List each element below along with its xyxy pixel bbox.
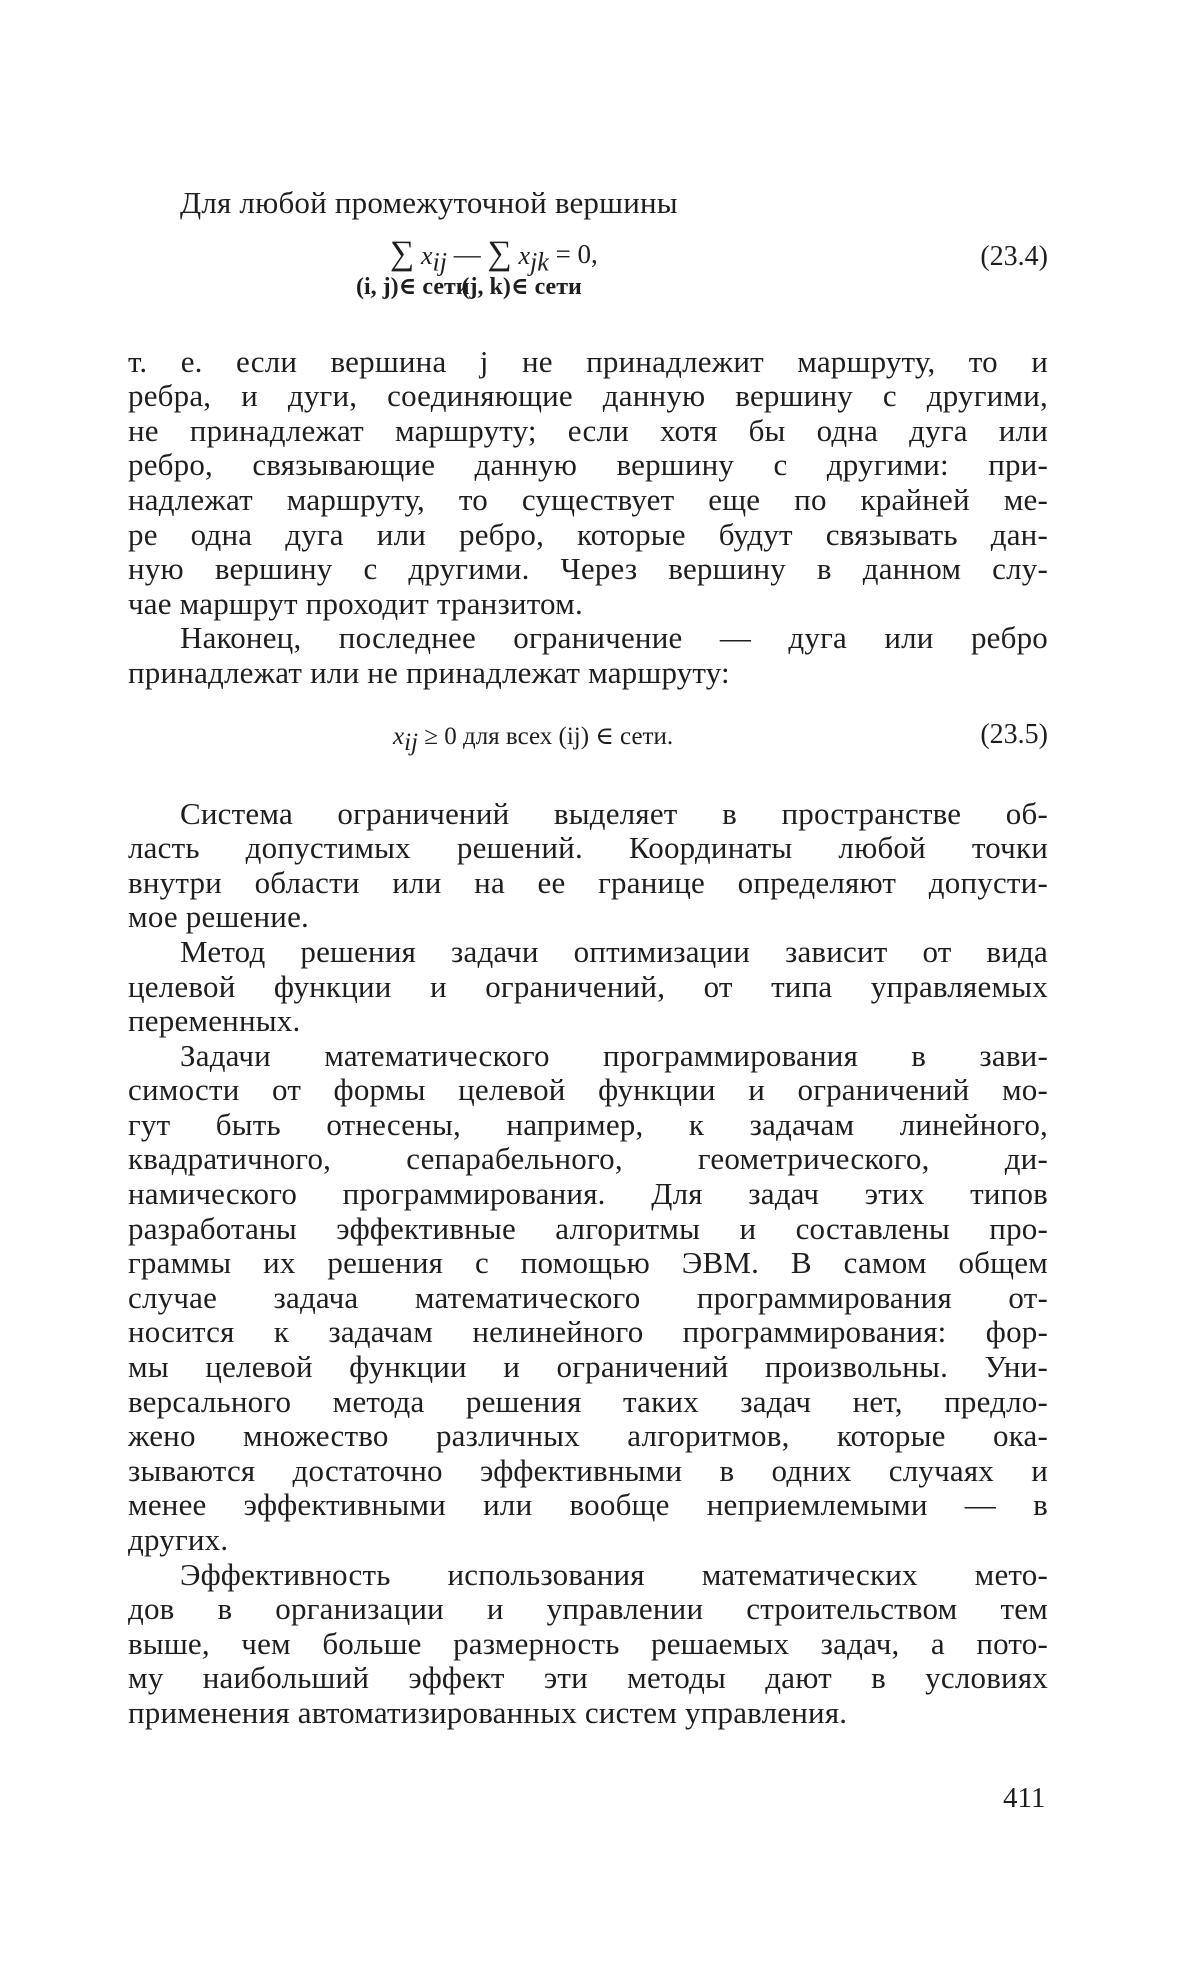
minus-sign: — (453, 238, 488, 269)
paragraph-line: принадлежат или не принадлежат маршруту: (128, 654, 730, 690)
intro-line: Для любой промежуточной вершины (180, 185, 678, 220)
paragraph-line: ре одна дуга или ребро, которые будут связывать дан- (128, 516, 1048, 552)
sigma-symbol-1: ∑ (390, 234, 415, 272)
paragraph-line: мое решение. (128, 899, 309, 935)
paragraph-line: Метод решения задачи оптимизации зависит от вида (180, 933, 1048, 969)
paragraph-line: Система ограничений выделяет в пространстве об- (180, 795, 1048, 831)
paragraph-line: разработаны эффективные алгоритмы и составлены про- (128, 1210, 1048, 1246)
formula-23-5-lhs-sub: ij (404, 728, 419, 756)
paragraph-line: ребро, связывающие данную вершину с другими: при- (128, 447, 1048, 483)
sum-1-under: (i, j)∈ сети (356, 273, 470, 300)
sum-2 (461, 234, 582, 300)
sigma-symbol-2: ∑ (487, 234, 512, 272)
paragraph-line: чае маршрут проходит транзитом. (128, 585, 583, 621)
paragraph-line: ласть допустимых решений. Координаты любой точки (128, 830, 1048, 866)
paragraph-line: других. (128, 1522, 229, 1557)
paragraph-line: гут быть отнесены, например, к задачам линейного, (128, 1106, 1048, 1142)
paragraph-line: квадратичного, сепарабельного, геометрического, ди- (128, 1141, 1048, 1177)
formula-23-5-body (393, 721, 673, 757)
paragraph-line: версального метода решения таких задач нет, предло- (128, 1383, 1048, 1419)
paragraph-line: дов в организации и управлении строительством тем (128, 1591, 1048, 1627)
paragraph-line: носится к задачам нелинейного программирования: фор- (128, 1314, 1048, 1350)
formula-23-4-body (356, 234, 598, 300)
paragraph-5 (128, 1039, 1048, 1558)
paragraph-line: жено множество различных алгоритмов, которые ока- (128, 1418, 1048, 1454)
formula-rhs: = 0, (555, 238, 598, 269)
paragraph-line: т. е. если вершина j не принадлежит маршруту, то и (128, 343, 1048, 379)
sum-1 (356, 234, 470, 300)
paragraph-line: граммы их решения с помощью ЭВМ. В самом общем (128, 1245, 1048, 1281)
formula-23-5 (128, 717, 1048, 757)
equation-number-23-4: (23.4) (980, 240, 1048, 272)
paragraph-line: случае задача математического программирования от- (128, 1279, 1048, 1315)
page-number: 411 (1003, 1782, 1046, 1814)
paragraph-line: надлежат маршруту, то существует еще по крайней ме- (128, 481, 1048, 517)
paragraph-line: Эффективность использования математических мето- (180, 1556, 1048, 1592)
paragraph-line: ребра, и дуги, соединяющие данную вершину с другими, (128, 378, 1048, 414)
paragraph-line: ную вершину с другими. Через вершину в данном слу- (128, 551, 1048, 587)
paragraph-line: Задачи математического программирования в зави- (180, 1037, 1048, 1073)
paragraph-line: симости от формы целевой функции и ограничений мо- (128, 1072, 1048, 1108)
paragraph-line: целевой функции и ограничений, от типа управляемых (128, 968, 1048, 1004)
paragraph-line: выше, чем больше размерность решаемых задач, а пото- (128, 1625, 1048, 1661)
paragraph-line: Наконец, последнее ограничение — дуга или ребро (180, 620, 1048, 656)
formula-23-5-text: ≥ 0 для всех (ij) ∈ сети. (418, 722, 674, 750)
paragraph-2 (128, 621, 1048, 690)
sum-2-sub: jk (530, 246, 549, 276)
sum-2-under: (j, k)∈ сети (461, 273, 582, 300)
paragraph-line: мы целевой функции и ограничений произвольны. Уни- (128, 1349, 1048, 1385)
sum-1-term: x (421, 240, 433, 270)
sum-2-term: x (518, 240, 531, 270)
formula-23-4 (128, 234, 1048, 315)
sum-1-sub: ij (432, 246, 447, 276)
paragraph-6 (128, 1558, 1048, 1731)
paragraph-line: внутри области или на ее границе определяют допусти- (128, 864, 1048, 900)
paragraph-line: менее эффективными или вообще неприемлемыми — в (128, 1487, 1048, 1523)
paragraph-3 (128, 797, 1048, 935)
paragraph-line: намического программирования. Для задач этих типов (128, 1176, 1048, 1212)
paragraph-line: му наибольший эффект эти методы дают в условиях (128, 1660, 1048, 1696)
paragraph-line: переменных. (128, 1003, 301, 1039)
paragraph-line: применения автоматизированных систем управления. (128, 1694, 848, 1730)
paragraph-line: не принадлежат маршруту; если хотя бы одна дуга или (128, 412, 1048, 448)
paragraph-1 (128, 345, 1048, 622)
equation-number-23-5: (23.5) (980, 718, 1048, 750)
page-body (128, 186, 1048, 1731)
paragraph-line: зываются достаточно эффективными в одних случаях и (128, 1452, 1048, 1488)
formula-23-5-lhs: x (393, 722, 405, 750)
paragraph-4 (128, 935, 1048, 1039)
